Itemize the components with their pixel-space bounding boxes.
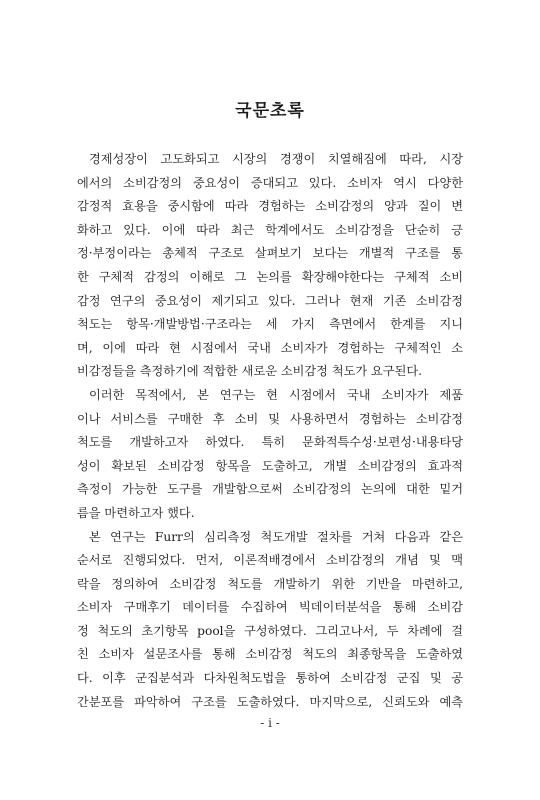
text-line: 이나 서비스를 구매한 후 소비 및 사용하면서 경험하는 소비감정 [77, 411, 463, 426]
text-line: 감정 연구의 중요성이 제기되고 있다. 그러나 현재 기존 소비감정 [77, 293, 463, 308]
text-line: 간분포를 파악하여 구조를 도출하였다. 마지막으로, 신뢰도와 예측 [77, 694, 463, 709]
text-line: 척도를 개발하고자 하였다. 특히 문화적특수성·보편성·내용타당 [77, 435, 463, 450]
text-line: 성이 확보된 소비감정 항목을 도출하고, 개별 소비감정의 효과적 [77, 458, 463, 473]
text-line: 락을 정의하여 소비감정 척도를 개발하기 위한 기반을 마련하고, [77, 576, 463, 591]
text-line: 화하고 있다. 이에 따라 최근 학계에서도 소비감정을 단순히 긍 [77, 222, 463, 237]
text-line: 순서로 진행되었다. 먼저, 이론적배경에서 소비감정의 개념 및 맥 [77, 553, 463, 568]
text-line: 름을 마련하고자 했다. [77, 505, 195, 520]
text-line: 이러한 목적에서, 본 연구는 현 시점에서 국내 소비자가 제품 [89, 387, 463, 402]
text-line: 친 소비자 설문조사를 통해 소비감정 척도의 최종항목을 도출하였 [77, 647, 463, 662]
text-line: 정 척도의 초기항목 pool을 구성하였다. 그리고나서, 두 차례에 걸 [77, 623, 463, 638]
text-line: 경제성장이 고도화되고 시장의 경쟁이 치열해짐에 따라, 시장 [89, 152, 463, 166]
text-line: 본 연구는 Furr의 심리측정 척도개발 절차를 거쳐 다음과 같은 [89, 529, 463, 544]
text-line: 다. 이후 군집분석과 다차원척도법을 통하여 소비감정 군집 및 공 [77, 671, 463, 686]
page-title: 국문초록 [235, 101, 305, 121]
text-line: 감정적 효용을 중시함에 따라 경험하는 소비감정의 양과 질이 변 [77, 199, 463, 214]
text-line: 정·부정이라는 총체적 구조로 살펴보기 보다는 개별적 구조를 통 [77, 246, 463, 261]
abstract-body [77, 148, 463, 714]
text-line: 에서의 소비감정의 중요성이 증대되고 있다. 소비자 역시 다양한 [77, 175, 463, 190]
text-line: 며, 이에 따라 현 시점에서 국내 소비자가 경험하는 구체적인 소 [77, 340, 463, 355]
text-line: 한 구체적 감정의 이해로 그 논의를 확장해야한다는 구체적 소비 [77, 269, 463, 284]
text-line: 측정이 가능한 도구를 개발함으로써 소비감정의 논의에 대한 밑거 [77, 482, 463, 497]
text-line: 소비자 구매후기 데이터를 수집하여 빅데이터분석을 통해 소비감 [77, 600, 463, 615]
text-line: 비감정들을 측정하기에 적합한 새로운 소비감정 척도가 요구된다. [77, 364, 422, 379]
page-number: - i - [260, 716, 280, 730]
text-line: 척도는 항목·개발방법·구조라는 세 가지 측면에서 한계를 지니 [77, 317, 463, 332]
